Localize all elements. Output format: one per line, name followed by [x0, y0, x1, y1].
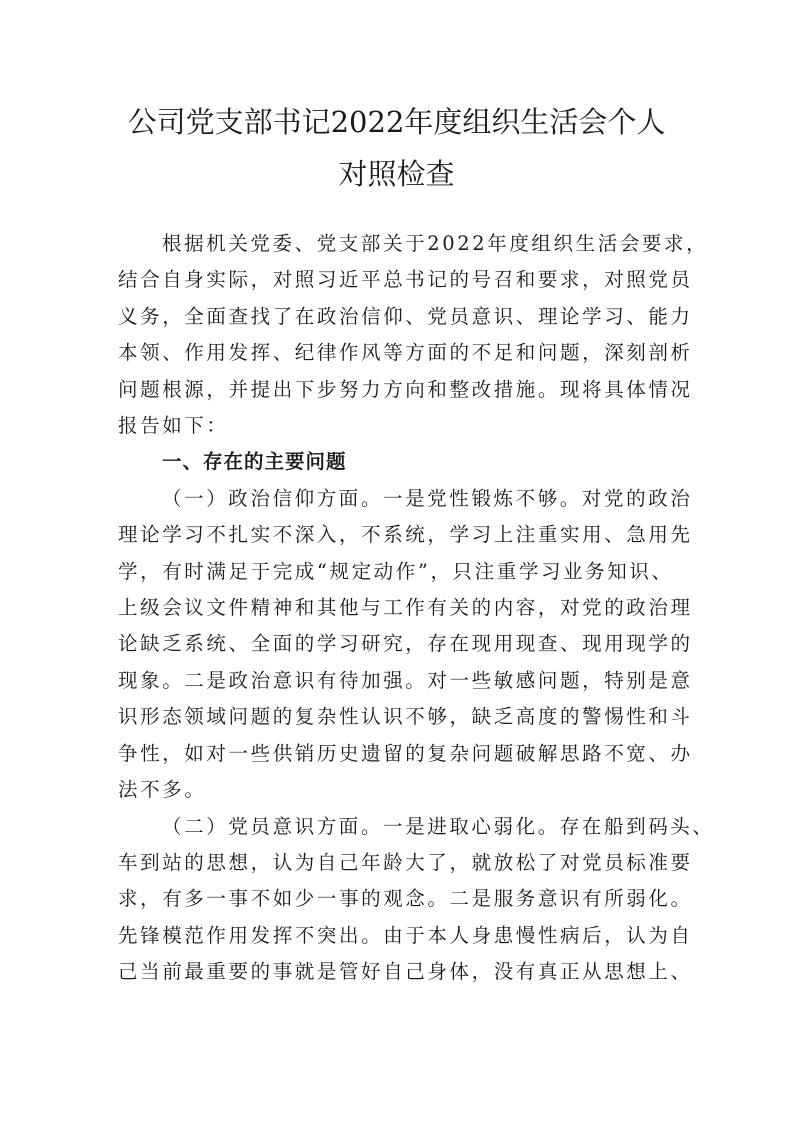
heading-text: 一、存在的主要问题	[162, 450, 347, 474]
text-line: （一）政治信仰方面。一是党性锻炼不够。对党的政治	[162, 486, 693, 510]
text-line: 识形态领域问题的复杂性认识不够，缺乏高度的警惕性和斗	[118, 705, 693, 729]
text-line: 报告如下：	[118, 414, 229, 438]
text-line: 上级会议文件精神和其他与工作有关的内容，对党的政治理	[118, 596, 693, 620]
political-belief-paragraph	[118, 481, 693, 809]
title-line-1: 公司党支部书记2022年度组织生活会个人	[127, 105, 666, 139]
text-line: 法不多。	[118, 778, 207, 802]
text-line: 本领、作用发挥、纪律作风等方面的不足和问题，深刻剖析	[118, 341, 693, 365]
text-line: 问题根源，并提出下步努力方向和整改措施。现将具体情况	[118, 377, 693, 401]
party-awareness-paragraph	[118, 809, 715, 991]
text-line: （二）党员意识方面。一是进取心弱化。存在船到码头、	[162, 814, 715, 838]
text-line: 结合自身实际，对照习近平总书记的号召和要求，对照党员	[118, 268, 693, 292]
document-title	[100, 96, 693, 200]
text-line: 根据机关党委、党支部关于2022年度组织生活会要求，	[162, 232, 709, 255]
text-line: 义务，全面查找了在政治信仰、党员意识、理论学习、能力	[118, 304, 693, 328]
text-line: 己当前最重要的事就是管好自己身体，没有真正从思想上、	[118, 960, 693, 984]
text-line: 现象。二是政治意识有待加强。对一些敏感问题，特别是意	[118, 668, 693, 692]
text-line: 争性，如对一些供销历史遗留的复杂问题破解思路不宽、办	[118, 741, 693, 765]
text-line: 先锋模范作用发挥不突出。由于本人身患慢性病后，认为自	[118, 923, 693, 947]
text-line: 求，有多一事不如少一事的观念。二是服务意识有所弱化。	[118, 887, 693, 911]
document-body	[118, 226, 715, 991]
text-line: 学，有时满足于完成“规定动作”，只注重学习业务知识、	[118, 559, 674, 583]
text-line: 车到站的思想，认为自己年龄大了，就放松了对党员标准要	[118, 850, 693, 874]
title-line-2: 对照检查	[338, 157, 455, 191]
section-heading	[118, 444, 678, 480]
text-line: 理论学习不扎实不深入，不系统，学习上注重实用、急用先	[118, 523, 693, 547]
text-line: 论缺乏系统、全面的学习研究，存在现用现查、现用现学的	[118, 632, 693, 656]
intro-paragraph	[118, 226, 709, 444]
